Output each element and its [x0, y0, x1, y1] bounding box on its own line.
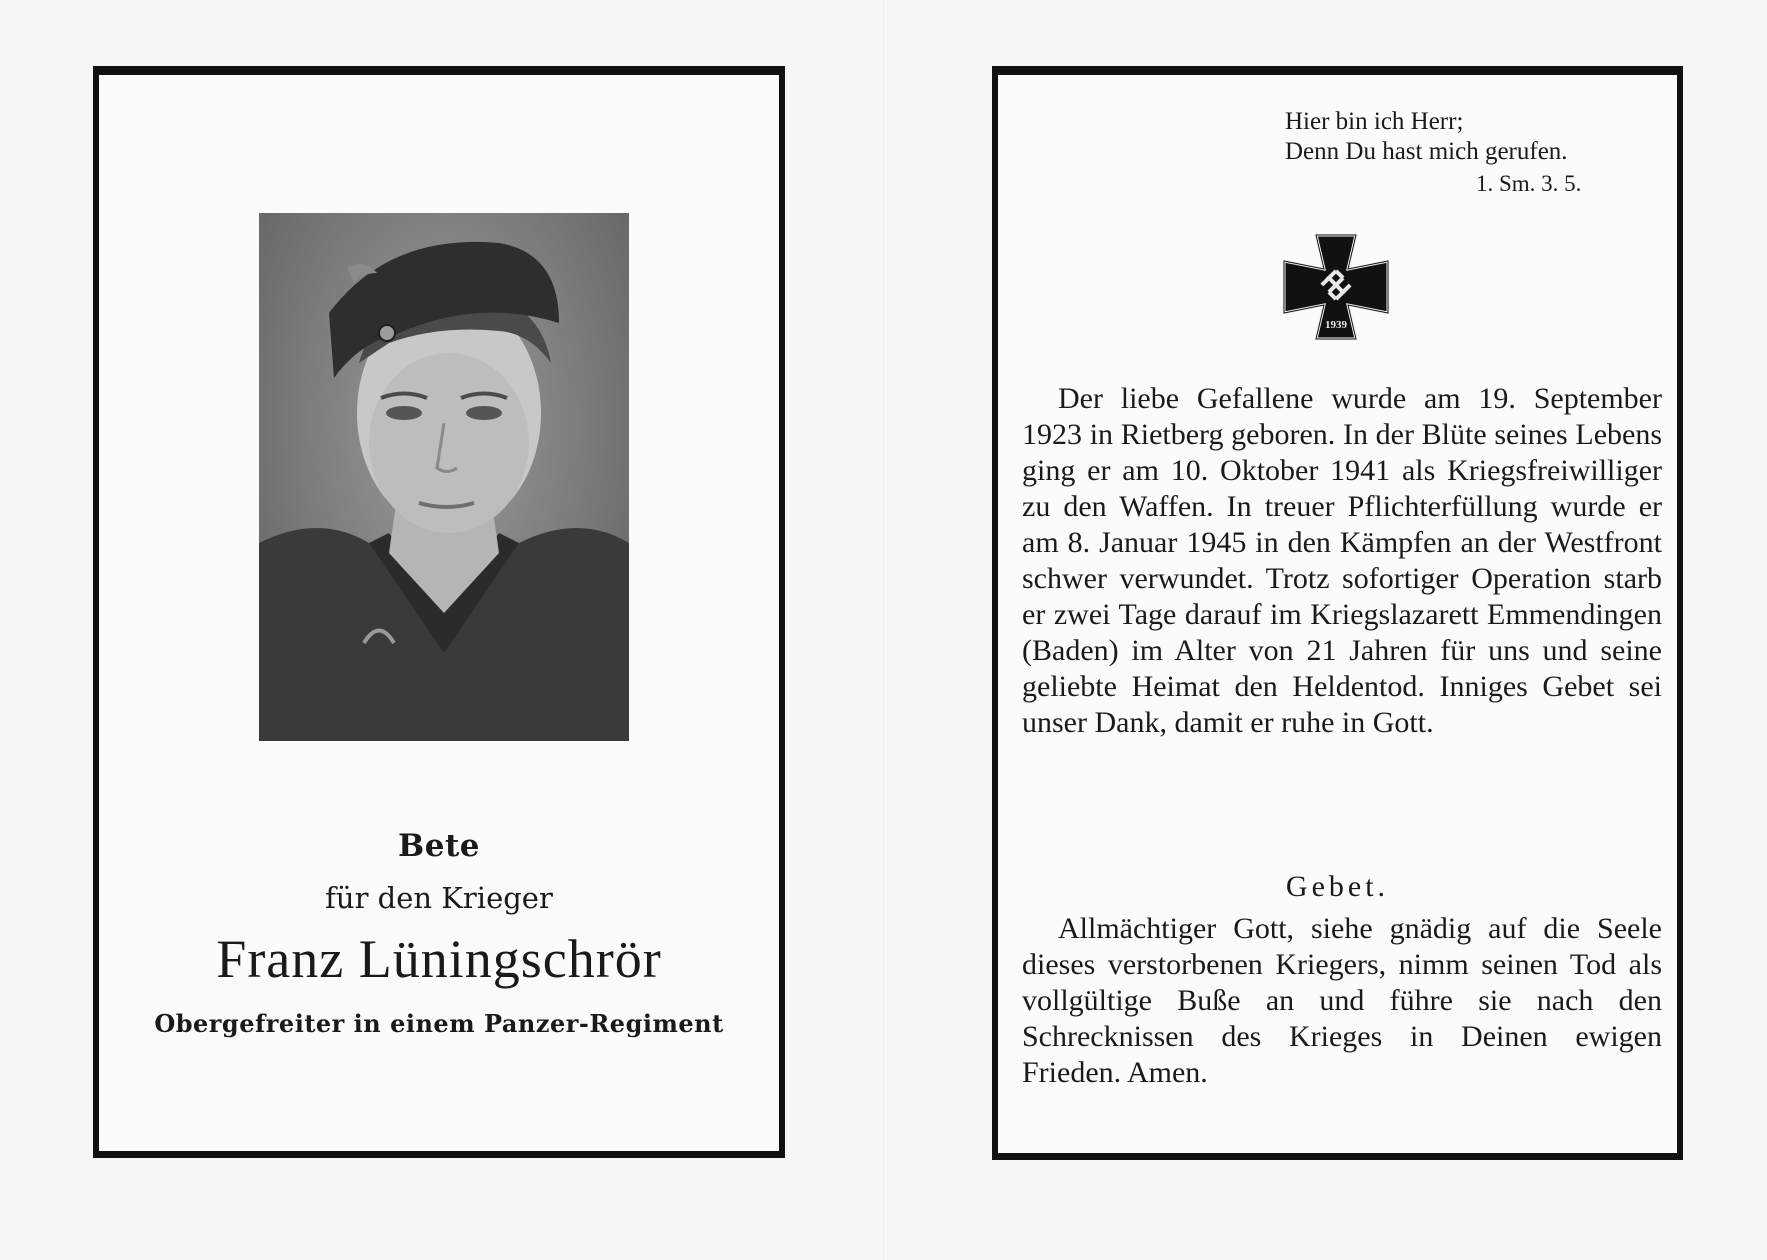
portrait-illustration [259, 213, 629, 741]
portrait-photo [259, 213, 629, 741]
verse-line-2: Denn Du hast mich gerufen. [1285, 138, 1568, 165]
bete-heading: Bete [398, 828, 480, 864]
soldier-rank: Obergefreiter in einem Panzer-Regiment [154, 1009, 724, 1038]
fold-line [883, 0, 885, 1260]
prayer-heading: Gebet. [1285, 870, 1390, 903]
soldier-name: Franz Lüningschrör [216, 929, 662, 989]
iron-cross-icon [1280, 231, 1392, 343]
verse-line-1: Hier bin ich Herr; [1285, 108, 1464, 135]
verse-reference: 1. Sm. 3. 5. [1476, 171, 1582, 196]
bible-verse [1285, 107, 1665, 167]
cross-year: 1939 [1325, 319, 1347, 331]
right-card [992, 66, 1683, 1160]
left-card [93, 66, 785, 1158]
prayer-paragraph: Allmächtiger Gott, siehe gnädig auf die Seele dieses verstorbenen Kriegers, nimm seinen Tod als vollgültige Buße an und führe sie nach den Schrecknissen des Krieges in Deinen ewigen Frieden. Amen. [1022, 912, 1662, 1089]
fuer-den-krieger-line: für den Krieger [325, 881, 553, 915]
biography-paragraph: Der liebe Gefallene wurde am 19. September 1923 in Rietberg geboren. In der Blüte seines Lebens ging er am 10. Oktober 1941 als Kriegsfreiwilliger zu den Waffen. In treuer Pflichterfüllung wurde er am 8. Januar 1945 in den Kämpfen an der Westfront schwer verwundet. Trotz sofortiger Operation starb er zwei Tage darauf im Kriegslazarett Emmendingen (Baden) im Alter von 21 Jahren für uns und seine geliebte Heimat den Heldentod. Inniges Gebet sei unser Dank, damit er ruhe in Gott. [1022, 382, 1662, 739]
